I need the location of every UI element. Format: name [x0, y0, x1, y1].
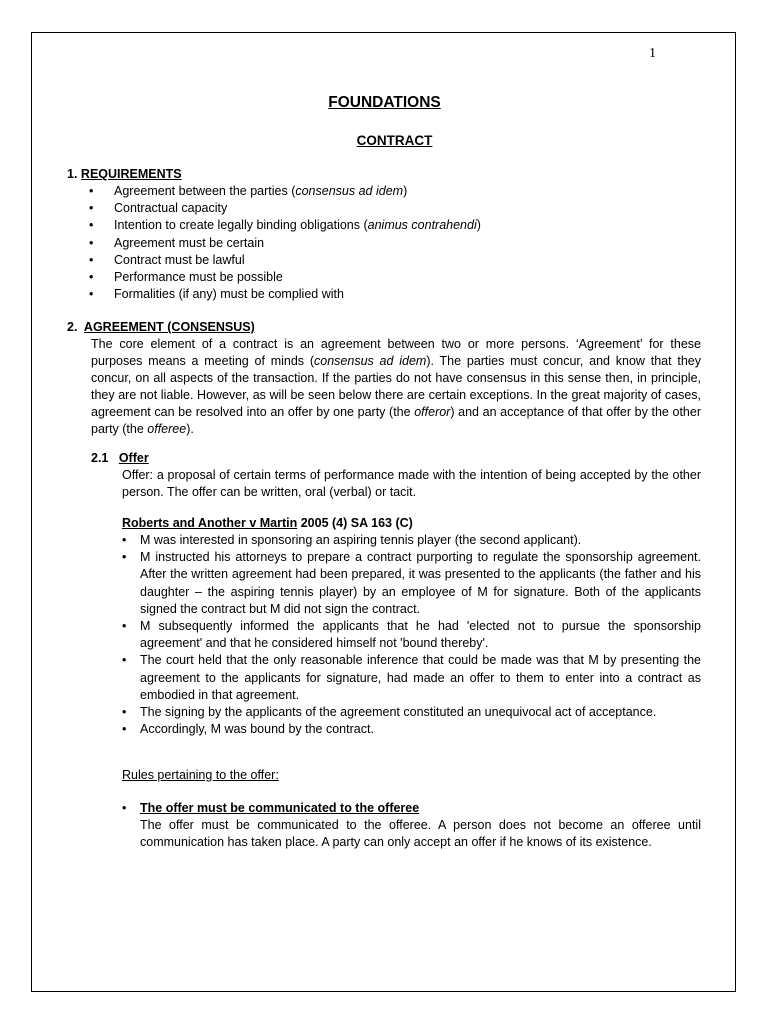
rules-list [122, 800, 701, 852]
case-point: • M subsequently informed the applicants that he had 'elected not to pursue the sponsorship agreement' and that he considered himself not 'bound thereby'. [122, 618, 701, 652]
para-italic-1: consensus ad idem [314, 354, 427, 368]
requirement-item [89, 217, 689, 234]
document-page [31, 32, 736, 992]
para-text-4: ). [186, 422, 194, 436]
rule-1-text: The offer must be communicated to the offeree. A person does not become an offeree until communication has taken place. A party can only accept an offer if he knows of its existence. [140, 818, 701, 850]
requirement-item [89, 183, 689, 200]
rules-heading [122, 767, 279, 784]
subtitle-text: CONTRACT [356, 133, 433, 148]
requirement-item [89, 200, 689, 217]
case-point: • M was interested in sponsoring an aspiring tennis player (the second applicant). [122, 532, 701, 549]
requirement-text: Agreement must be certain [114, 235, 265, 250]
rule-item [122, 800, 701, 852]
case-point: • The court held that the only reasonable inference that could be made was that M by presenting the agreement to the applicants for signature, had made an offer to them to enter into a contract as embodied in that agreement. [122, 652, 701, 704]
offer-definition: Offer: a proposal of certain terms of performance made with the intention of being accepted by the other person. The offer can be written, oral (verbal) or tacit. [122, 468, 701, 499]
rules-heading-text: Rules pertaining to the offer: [122, 768, 279, 782]
requirement-italic: animus contrahendi [367, 218, 477, 233]
requirement-item [89, 252, 689, 269]
document-subtitle [32, 133, 737, 148]
para-text-1: The core element of a contract is an agreement between two or more persons. ‘Agreement’ for these purposes means a meeting of minds ( [91, 337, 701, 368]
requirement-text: Contractual capacity [114, 201, 228, 216]
requirement-text-after: ) [476, 218, 481, 233]
section-2-heading [67, 320, 255, 334]
requirement-text: Contract must be lawful [114, 252, 245, 267]
requirement-italic: consensus ad idem [295, 184, 404, 198]
requirement-item [89, 286, 689, 303]
para-italic-2: offeror [414, 405, 451, 419]
requirement-text-after: ) [403, 184, 408, 198]
case-point: • M instructed his attorneys to prepare a contract purporting to regulate the sponsorship agreement. After the written agreement had been prepared, it was presented to the applicants (the father and his daughter – the aspiring tennis player) by an employee of M for signature. Both of the applicants signed the contract but M did not sign the contract. [122, 549, 701, 618]
requirement-item [89, 269, 689, 286]
document-title: FOUNDATIONS [328, 94, 441, 111]
case-point: • The signing by the applicants of the agreement constituted an unequivocal act of acceptance. [122, 704, 701, 721]
para-text-2: ). The parties must concur, and know that they concur, on all aspects of the transaction. If the parties do not have consensus in this sense then, in principle, they are not liable. However, as will be seen below there are certain exceptions. In the great majority of cases, agreement can be resolved into an offer by one party (the [91, 354, 701, 419]
requirements-list [89, 183, 689, 303]
case-points-list [122, 532, 701, 738]
page-number: 1 [649, 46, 656, 61]
case-point: • Accordingly, M was bound by the contract. [122, 721, 701, 738]
section-1-heading [67, 167, 182, 181]
section-2-1-title: Offer [118, 451, 149, 465]
case-name: Roberts and Another v Martin [122, 516, 298, 530]
section-2-title: AGREEMENT (CONSENSUS) [83, 320, 255, 334]
requirement-item [89, 235, 689, 252]
section-2-paragraph [91, 336, 701, 438]
section-1-title: REQUIREMENTS [80, 167, 182, 181]
requirement-text: Agreement between the parties ( [114, 184, 296, 198]
case-citation: 2005 (4) SA 163 (C) [300, 516, 413, 530]
section-2-1-heading [91, 451, 149, 465]
rule-1-heading: The offer must be communicated to the offeree [140, 801, 420, 815]
requirement-text: Performance must be possible [114, 270, 283, 285]
section-2-1-number: 2.1 [91, 451, 109, 465]
section-2-number: 2. [67, 320, 78, 334]
case-heading [122, 516, 413, 530]
requirement-text: Intention to create legally binding obligations ( [114, 218, 368, 233]
section-1-number: 1. [67, 167, 78, 181]
para-text-3: ) and an acceptance of that offer by the other party (the [91, 405, 702, 436]
para-italic-3: offeree [147, 422, 187, 436]
requirement-text: Formalities (if any) must be complied with [114, 287, 344, 302]
